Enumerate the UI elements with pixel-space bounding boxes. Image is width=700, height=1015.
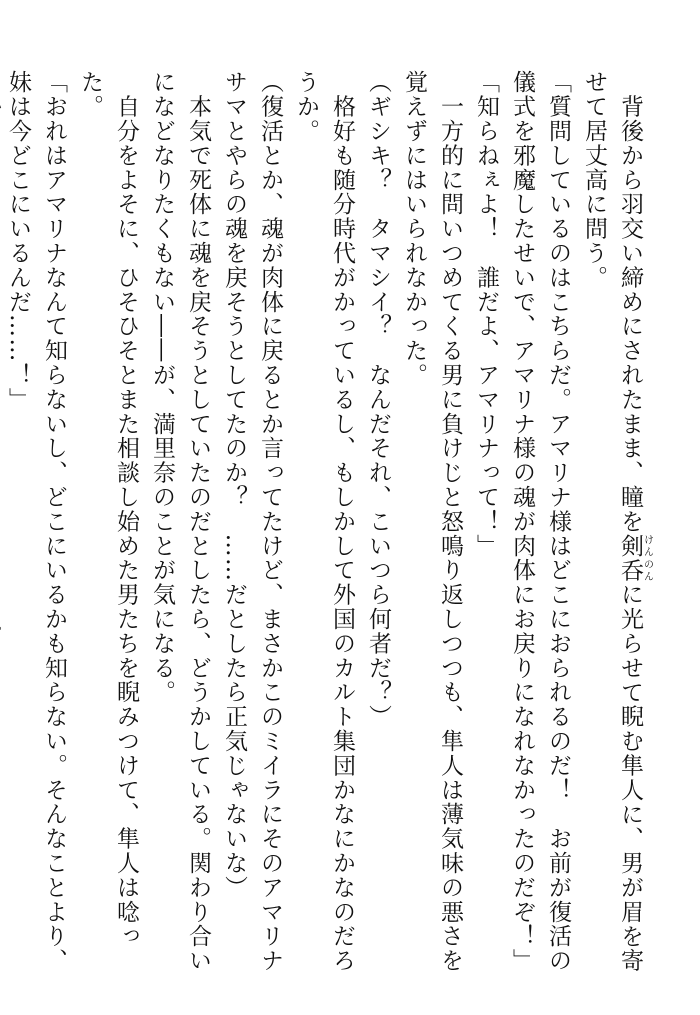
ruby-ka-reading bbox=[0, 94, 1, 118]
paragraph-1-text-a: 背後から羽交い締めにされたまま、瞳を bbox=[617, 70, 643, 534]
ruby-kenon-reading: けんのん bbox=[641, 533, 653, 583]
paragraph-1-text-b: に光らせて睨む隼人に、男が眉を寄せて居丈高に問う。 bbox=[581, 70, 643, 973]
paragraph-3: 「知らねぇよ！ 誰だよ、アマリナって！」 bbox=[473, 70, 499, 558]
paragraph-6: 格好も随分時代がかっているし、もしかして外国のカルト集団かなにかなのだろうか。 bbox=[293, 70, 355, 973]
ruby-kenon bbox=[617, 533, 653, 583]
ruby-kenon-base: 剣呑 bbox=[617, 533, 643, 583]
paragraph-10: 「おれはアマリナなんて知らないし、どこにいるかも知らない。そんなことより、妹は今どこにいるんだ……！」 bbox=[5, 70, 67, 973]
paragraph-2: 「質問しているのはこちらだ。アマリナ様はどこにおられるのだ！ お前が復活の儀式を邪魔したせいで、アマリナ様の魂が肉体にお戻りになれなかったのだぞ！」 bbox=[509, 70, 571, 973]
paragraph-9: 自分をよそに、ひそひそとまた相談し始めた男たちを睨みつけて、隼人は唸った。 bbox=[77, 70, 139, 949]
paragraph-7: （復活とか、魂が肉体に戻るとか言ってたけど、まさかこのミイラにそのアマリナサマとやらの魂を戻そうとしてたのか？ ……だとしたら正気じゃないな） bbox=[221, 70, 283, 973]
ruby-sasaya-reading bbox=[0, 604, 1, 634]
vertical-text-body bbox=[5, 70, 653, 975]
paragraph-5: （ギシキ？ タマシイ？ なんだそれ、こいつら何者だ？） bbox=[365, 70, 391, 729]
paragraph-8: 本気で死体に魂を戻そうとしていたのだとしたら、どうかしている。関わり合いになどなりたくもない――が、満里奈のことが気になる。 bbox=[149, 70, 211, 973]
paragraph-4: 一方的に問いつめてくる男に負けじと怒鳴り返しつつも、隼人は薄気味の悪さを覚えずにはいられなかった。 bbox=[401, 70, 463, 973]
paragraph-1 bbox=[576, 70, 652, 975]
